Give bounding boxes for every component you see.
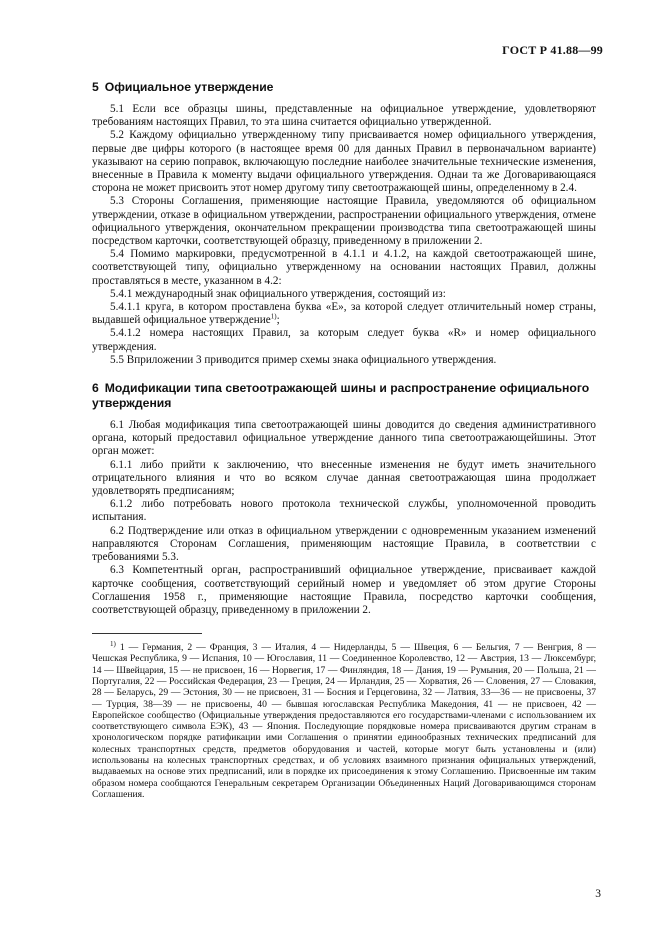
page-content [92,80,596,800]
section-5-number: 5 [92,80,99,94]
footnote-text: 1 — Германия, 2 — Франция, 3 — Италия, 4 — Нидерланды, 5 — Швеция, 6 — Бельгия, 7 — Венгрия, 8 — Чешская Республика, 9 — Испания, 10 — Югославия, 11 — Соединенное Королевство, 12 — Австрия, 13 — Люксембург, 14 — Швейцария, 15 — не присвоен, 16 — Норвегия, 17 — Финляндия, 18 — Дания, 19 — Румыния, 20 — Польша, 21 — Португалия, 22 — Российская Федерация, 23 — Греция, 24 — Ирландия, 25 — Хорватия, 26 — Словения, 27 — Словакия, 28 — Беларусь, 29 — Эстония, 30 — не присвоен, 31 — Босния и Герцеговина, 32 — Латвия, 33—36 — не присвоены, 37 — Турция, 38—39 — не присвоены, 40 — бывшая югославская Республика Македония, 41 — не присвоен, 42 — Европейское сообщество (Официальные утверждения предоставляются его государствами-членами с использованием их соответствующего символа ЕЭК), 43 — Япония. Последующие порядковые номера присваиваются другим странам в хронологическом порядке ратификации ими Соглашения о принятии единообразных технических предписаний для колесных транспортных средств, предметов оборудования и частей, которые могут быть установлены и (или) использованы на колесных транспортных средствах, и об условиях взаимного признания официальных утверждений, выдаваемых на основе этих предписаний, или в порядке их присоединения к этому Соглашению. Присвоенные им таким образом номера сообщаются Генеральным секретарем Организации Объединенных Наций Договаривающимся сторонам Соглашения. [92,642,596,800]
footnote-divider [92,633,202,634]
clause-5-4-1: 5.4.1 международный знак официального утверждения, состоящий из: [110,287,446,300]
clause-5-4-1-1-text: 5.4.1.1 круга, в котором проставлена буква «Е», за которой следует отличительный номер страны, выдавшей официальное утверждение [92,301,596,327]
clause-6-2: 6.2 Подтверждение или отказ в официальном утверждении с одновременным указанием изменений направляются Сторонам Соглашения, применяющим настоящие Правила, в соответствии с требованиями 5.3. [92,524,596,564]
section-6-number: 6 [92,381,99,396]
clause-5-5: 5.5 Вприложении 3 приводится пример схемы знака официального утверждения. [110,353,497,366]
clause-5-4-1-2: 5.4.1.2 номера настоящих Правил, за которым следует буква «R» и номер официального утверждения. [92,327,596,353]
page-number: 3 [595,888,601,900]
clause-6-3: 6.3 Компетентный орган, распространивший официальное утверждение, присваивает каждой карточке сообщения, соответствующий серийный номер и уведомляет об этом другие Стороны Соглашения 1958 г., применяющие настоящие Правила, посредство карточки сообщения, соответствующей образцу, приведенному в приложении 2. [92,564,596,616]
clause-5-3: 5.3 Стороны Соглашения, применяющие настоящие Правила, уведомляются об официальном утверждении, отказе в официальном утверждении, распространении официального утверждения, отмене официального утверждения, окончательном прекращении производства типа светоотражающей шины посредством карточки, соответствующей образцу, приведенному в приложении 2. [92,195,596,248]
clause-5-2: 5.2 Каждому официально утвержденному типу присваивается номер официального утверждения, первые две цифры которого (в настоящее время 00 для данных Правил в первоначальном варианте) указывают на серию поправок, включающую последние наиболее значительные технические изменения, внесенные в Правила к моменту выдачи официального утверждения. Однаи та же Договаривающаяся сторона не может присвоить этот номер другому типу светоотражающей шины, определенному в 2.4. [92,129,596,195]
clause-6-1-1: 6.1.1 либо прийти к заключению, что внесенные изменения не будут иметь значительного отрицательного влияния и что во всяком случае данная светоотражающая шина продолжает удовлетворять предписаниям; [92,458,596,498]
clause-6-1: 6.1 Любая модификация типа светоотражающей шины доводится до сведения административного органа, который предоставил официальное утверждение данного типа светоотражающейшины. Этот орган может: [92,419,596,458]
footnote-reference[interactable]: 1) [270,312,277,321]
clause-5-4-1-1-tail: ; [276,314,280,327]
footnote-marker: 1) [110,639,116,648]
clause-6-1-2: 6.1.2 либо потребовать нового протокола технической службы, уполномоченной проводить испытания. [92,498,596,524]
clause-5-1: 5.1 Если все образцы шины, представленные на официальное утверждение, удовлетворяют требованиям настоящих Правил, то эта шина считается официально утвержденной. [92,103,596,129]
section-5-title: Официальное утверждение [104,80,274,94]
clause-5-4: 5.4 Помимо маркировки, предусмотренной в 4.1.1 и 4.1.2, на каждой светоотражающей шине, соответствующей типу, официально утвержденному на основании настоящих Правил, должны проставляться в месте, указанном в 4.2: [92,248,596,287]
section-6-heading [92,381,596,411]
clause-5-4-1-1 [92,301,596,327]
section-6-title: Модификации типа светоотражающей шины и распространение официального утверждения [92,381,590,411]
footnote [92,639,596,800]
section-5-heading [92,80,596,95]
document-code: ГОСТ Р 41.88—99 [502,43,603,57]
